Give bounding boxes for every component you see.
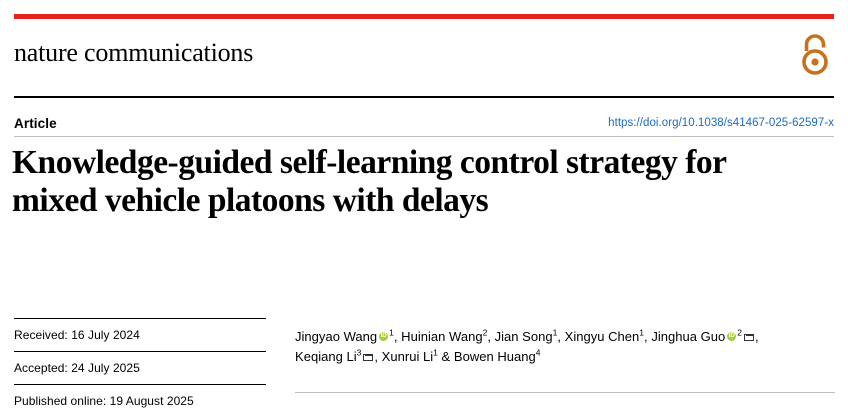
open-access-icon	[798, 32, 832, 76]
affiliation-marker: 1	[389, 327, 394, 338]
author-list	[295, 327, 835, 366]
journal-header	[14, 32, 834, 88]
email-icon[interactable]	[363, 354, 373, 361]
author-line-2: Keqiang Li$^3$ , Xunrui Li$^1$ & Bowen Huang$^4$	[295, 347, 541, 364]
author-name[interactable]: Jinghua Guo	[651, 329, 726, 344]
header-divider	[14, 96, 834, 98]
author-name[interactable]: Keqiang Li	[295, 348, 357, 364]
publication-dates	[14, 318, 266, 417]
author-line-1: Jingyao Wang iD $^1$, Huinian Wang$^2$, Jian Song$^1$, Xingyu Chen$^1$, Jinghua Guo iD $^2$ ,	[295, 329, 759, 344]
affiliation-marker: 4	[535, 347, 541, 358]
author-name[interactable]: Huinian Wang	[401, 329, 483, 344]
author-name[interactable]: Jingyao Wang	[295, 329, 378, 344]
affiliation-marker: 2	[482, 327, 488, 338]
accepted-date: Accepted: 24 July 2025	[14, 361, 140, 375]
affiliation-marker: 1	[552, 327, 558, 338]
journal-name: nature communications	[14, 38, 254, 67]
author-name[interactable]: Jian Song	[494, 329, 553, 344]
affiliation-marker: 1	[433, 347, 438, 358]
subheader-divider	[14, 136, 834, 137]
affiliation-marker: 1	[639, 327, 645, 338]
article-type-label: Article	[14, 116, 57, 131]
received-date: Received: 16 July 2024	[14, 328, 140, 342]
author-name[interactable]: Xunrui Li	[381, 348, 434, 364]
email-icon[interactable]	[744, 334, 754, 341]
author-name[interactable]: Xingyu Chen	[564, 329, 640, 344]
author-name[interactable]: Bowen Huang	[453, 348, 536, 364]
doi-link[interactable]: https://doi.org/10.1038/s41467-025-62597-x	[608, 117, 834, 129]
page-title: Knowledge-guided self-learning control strategy for mixed vehicle platoons with delays	[12, 144, 726, 219]
affiliation-marker: 2	[737, 327, 743, 338]
orcid-icon[interactable]	[727, 332, 736, 341]
orcid-icon[interactable]	[379, 332, 388, 341]
top-accent-rule	[14, 14, 834, 19]
authors-divider	[295, 392, 835, 393]
affiliation-marker: 3	[356, 347, 362, 358]
published-date: Published online: 19 August 2025	[14, 394, 194, 408]
